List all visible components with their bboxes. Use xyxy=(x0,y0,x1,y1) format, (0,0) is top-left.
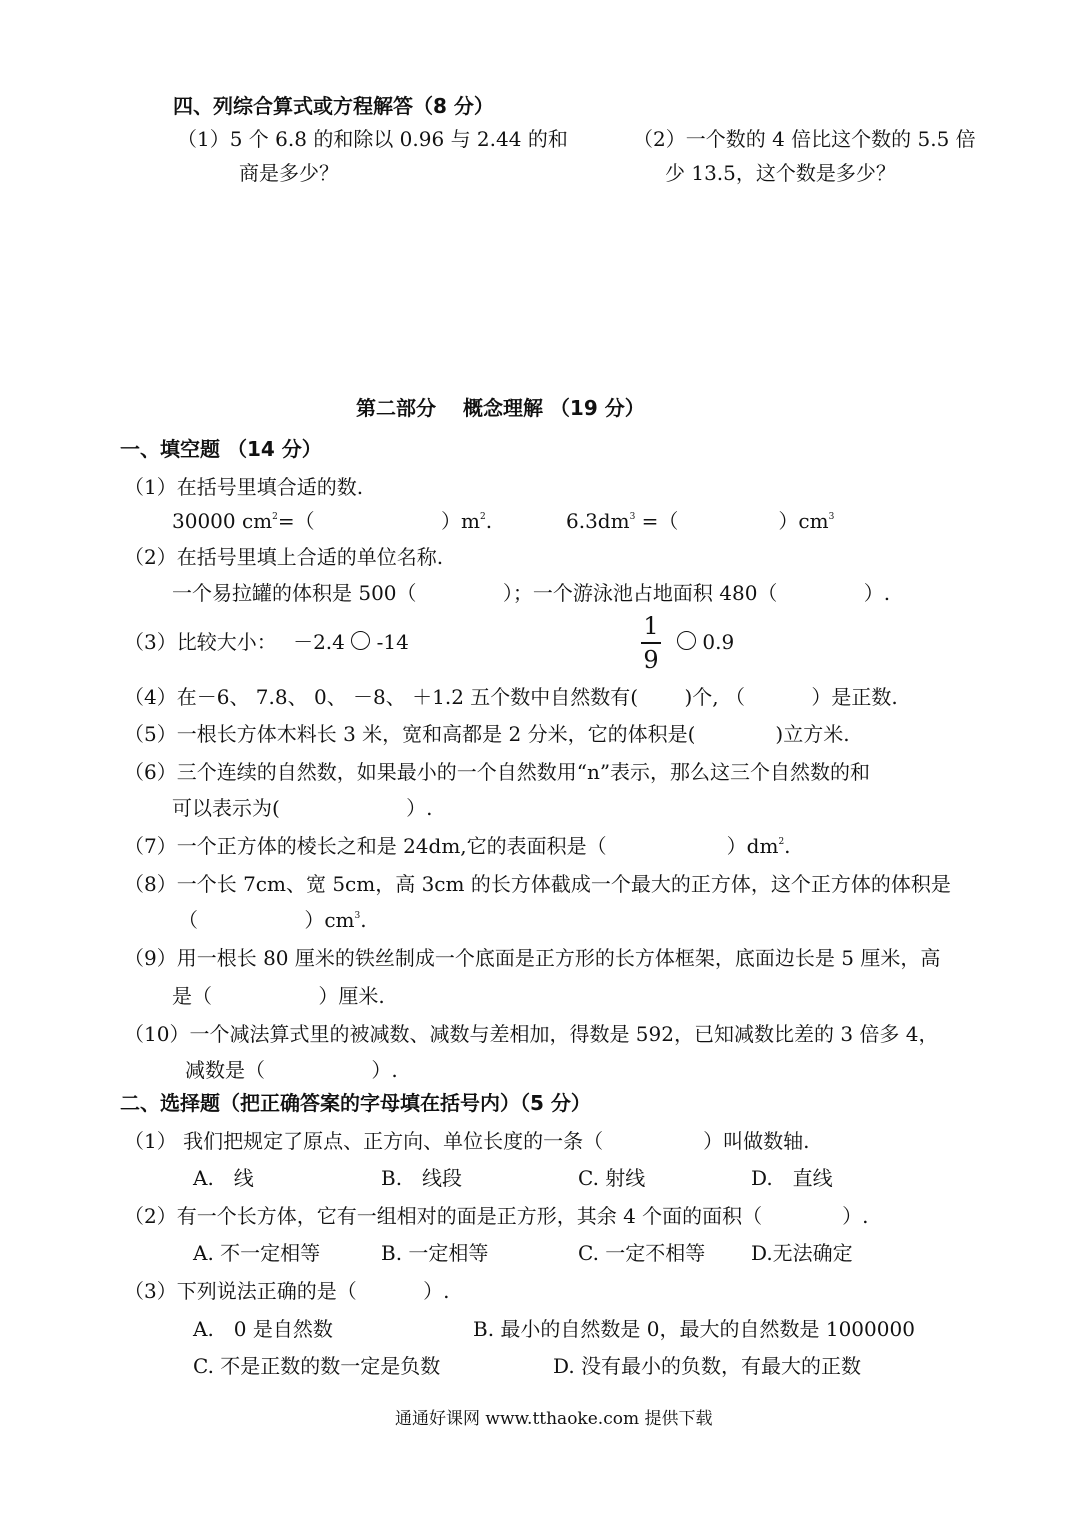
option: A. 不一定相等 xyxy=(193,1241,321,1265)
question-text: $6.3dm^3$ =（ ）$cm^3$ xyxy=(566,509,835,533)
fraction-numerator: 1 xyxy=(643,612,659,640)
question-text: 0.9 xyxy=(677,631,734,652)
question-text: （1）在括号里填合适的数. xyxy=(124,475,364,499)
question-text: （2）一个数的 4 倍比这个数的 5.5 倍 xyxy=(633,127,976,151)
question-text: （8）一个长 7cm、宽 5cm，高 3cm 的长方体截成一个最大的正方体，这个正方体的体积是 xyxy=(124,872,951,896)
part-title: 第二部分 概念理解 （19 分） xyxy=(356,396,645,420)
option: D. 没有最小的负数，有最大的正数 xyxy=(553,1354,862,1378)
question-text: （2）在括号里填上合适的单位名称. xyxy=(124,545,444,569)
question-text: （4）在－6、 7.8、 0、 －8、 ＋1.2 五个数中自然数有( )个, （ ）是正数. xyxy=(124,685,898,709)
compare-circle-icon xyxy=(677,631,696,650)
question-text: （6）三个连续的自然数，如果最小的一个自然数用“n”表示，那么这三个自然数的和 xyxy=(124,760,871,784)
question-text: 少 13.5，这个数是多少？ xyxy=(665,161,896,185)
option: A. 0 是自然数 xyxy=(193,1317,333,1341)
fraction xyxy=(641,614,661,672)
question-text: 可以表示为( ）. xyxy=(172,796,433,820)
question-text: （2）有一个长方体，它有一组相对的面是正方形，其余 4 个面的面积（ ）. xyxy=(124,1204,869,1228)
question-text: （ ）$cm^3$. xyxy=(178,908,367,932)
option: D.无法确定 xyxy=(751,1241,853,1265)
section-heading: 一、填空题 （14 分） xyxy=(120,437,322,461)
option: B. 线段 xyxy=(381,1166,463,1190)
question-text: 是（ ）厘米. xyxy=(172,984,385,1008)
option: B. 一定相等 xyxy=(381,1241,489,1265)
compare-circle-icon xyxy=(351,631,370,650)
question-text: （7）一个正方体的棱长之和是 24dm,它的表面积是（ ）$dm^2$. xyxy=(124,834,791,858)
section-heading: 二、选择题（把正确答案的字母填在括号内）（5 分） xyxy=(120,1091,591,1115)
question-text: （1）5 个 6.8 的和除以 0.96 与 2.44 的和 xyxy=(177,127,568,151)
question-text: （10）一个减法算式里的被减数、减数与差相加，得数是 592，已知减数比差的 3 倍多 4， xyxy=(124,1022,939,1046)
fraction-bar xyxy=(641,642,661,644)
question-text: 减数是（ ）. xyxy=(185,1058,398,1082)
fraction-denominator: 9 xyxy=(643,646,659,674)
option: C. 不是正数的数一定是负数 xyxy=(193,1354,441,1378)
section-heading: 四、列综合算式或方程解答（8 分） xyxy=(173,94,494,118)
option: D. 直线 xyxy=(751,1166,833,1190)
question-text: （5）一根长方体木料长 3 米，宽和高都是 2 分米，它的体积是( )立方米. xyxy=(124,722,850,746)
question-text: 商是多少？ xyxy=(239,161,339,185)
question-text: （3）比较大小： －2.4 -14 xyxy=(124,630,409,654)
question-text: 一个易拉罐的体积是 500（ ）；一个游泳池占地面积 480（ ）. xyxy=(172,581,891,605)
question-text: （3）下列说法正确的是（ ）. xyxy=(124,1279,450,1303)
option: C. 射线 xyxy=(578,1166,646,1190)
question-text: 30000 $cm^2=$（ ）$m^2$. xyxy=(172,509,493,533)
footer-text: 通通好课网 www.tthaoke.com 提供下载 xyxy=(395,1409,713,1429)
option: B. 最小的自然数是 0，最大的自然数是 1000000 xyxy=(473,1317,915,1341)
option: C. 一定不相等 xyxy=(578,1241,706,1265)
option: A. 线 xyxy=(193,1166,254,1190)
question-text: （9）用一根长 80 厘米的铁丝制成一个底面是正方形的长方体框架，底面边长是 5 厘米，高 xyxy=(124,946,941,970)
question-text: （1） 我们把规定了原点、正方向、单位长度的一条（ ）叫做数轴. xyxy=(124,1129,810,1153)
